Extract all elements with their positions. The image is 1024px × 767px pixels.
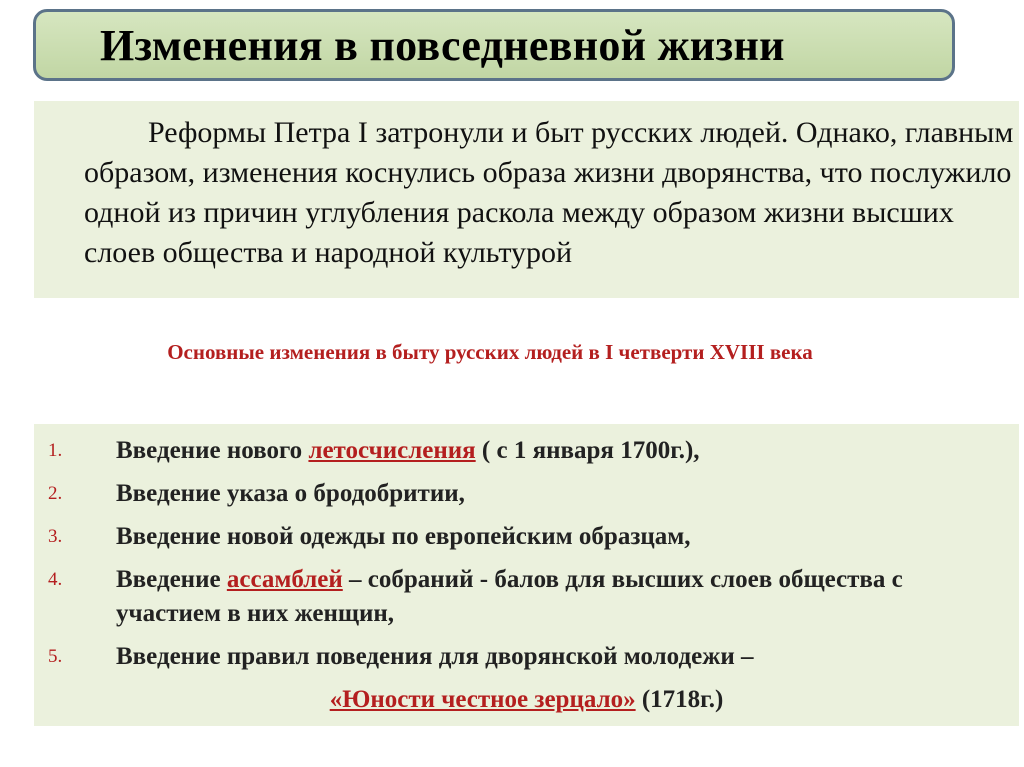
changes-list <box>34 424 1019 726</box>
item-number: 1. <box>48 440 63 461</box>
item-text: Введение правил поведения для дворянской молодежи – <box>116 643 754 670</box>
calendar-link[interactable]: летосчисления <box>308 437 476 464</box>
title-banner <box>33 9 955 81</box>
item-number: 2. <box>48 483 63 504</box>
mirror-link[interactable]: «Юности честное зерцало» <box>329 686 636 713</box>
item-text-before: Введение <box>116 566 227 593</box>
intro-text: Реформы Петра I затронули и быт русских людей. Однако, главным образом, изменения коснулись образа жизни дворянства, что послужило одной из причин углубления раскола между образом жизни высших слоев общества и народной культурой <box>84 116 1014 269</box>
item-text <box>116 434 996 468</box>
item-text-before: Введение нового <box>116 437 309 464</box>
item-text: Введение указа о бродобритии, <box>116 480 465 507</box>
item-text-after: – собраний - балов для высших слоев общества с участием в них женщин, <box>116 566 903 627</box>
assemblies-link[interactable]: ассамблей <box>226 566 343 593</box>
page-title: Изменения в повседневной жизни <box>100 20 785 70</box>
item-number: 5. <box>48 646 63 667</box>
item-text: Введение новой одежды по европейским образцам, <box>116 523 691 550</box>
item-number: 4. <box>48 569 63 590</box>
item-text <box>116 563 996 631</box>
item-number: 3. <box>48 526 63 547</box>
intro-panel <box>34 101 1019 298</box>
mirror-line <box>34 683 1019 717</box>
section-heading: Основные изменения в быту русских людей в I четверти XVIII века <box>167 340 813 364</box>
item-text-after: ( с 1 января 1700г.), <box>475 437 700 464</box>
mirror-year: (1718г.) <box>635 686 724 713</box>
